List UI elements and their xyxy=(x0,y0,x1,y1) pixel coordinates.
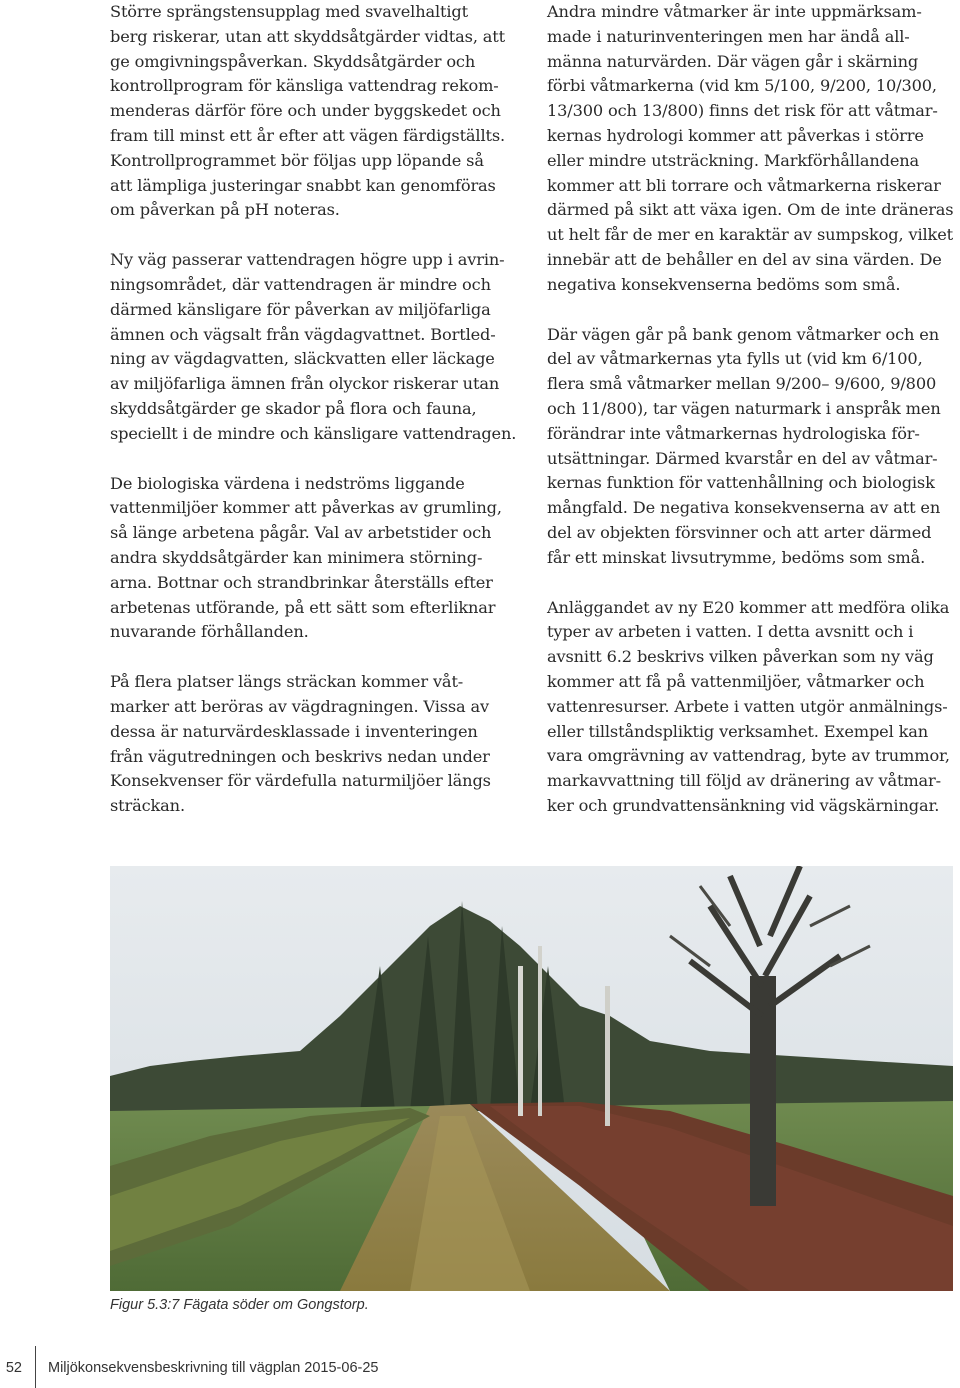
paragraph: De biologiska värdena i nedströms liggande vattenmiljöer kommer att påverkas av grumling, så länge arbetena pågår. Val av arbetstider och andra skyddsåtgärder kan minimera störning- arna. Bottnar och strandbrinkar återställs efter arbetenas utförande, på ett sätt som efterliknar nuvarande förhållanden. xyxy=(110,473,502,642)
paragraph: På flera platser längs sträckan kommer våt- marker att beröras av vägdragningen. Vissa av dessa är naturvärdesklassade i inventeringen från vägutredningen och beskrivs nedan under Konsekvenser för värdefulla naturmiljöer längs sträckan. xyxy=(110,672,491,816)
landscape-photo xyxy=(110,866,953,1291)
paragraph: Ny väg passerar vattendragen högre upp i avrin- ningsområdet, där vattendragen är mindre och därmed känsligare för påverkan av miljöfarliga ämnen och vägsalt från vägdagvattnet. Bortled- ning av vägdagvatten, släckvatten eller läckage av miljöfarliga ämnen från olyckor riskerar utan skyddsåtgärder ge skador på flora och fauna, speciellt i de mindre och känsligare vattendragen. xyxy=(110,250,517,443)
page-number: 52 xyxy=(5,1360,22,1376)
footer-divider xyxy=(35,1346,36,1388)
figure-caption: Figur 5.3:7 Fägata söder om Gongstorp. xyxy=(110,1297,369,1313)
footer-title: Miljökonsekvensbeskrivning till vägplan 2015-06-25 xyxy=(48,1360,379,1376)
right-text-column xyxy=(547,0,959,844)
paragraph: Större sprängstensupplag med svavelhaltigt berg riskerar, utan att skyddsåtgärder vidtas, att ge omgivningspåverkan. Skyddsåtgärder och kontrollprogram för känsliga vattendrag rekom- menderas därför före och under byggskedet och fram till minst ett år efter att vägen färdigställts. Kontrollprogrammet bör följas upp löpande så att lämpliga justeringar snabbt kan genomföras om påverkan på pH noteras. xyxy=(110,2,506,220)
paragraph: Anläggandet av ny E20 kommer att medföra olika typer av arbeten i vatten. I detta avsnitt och i avsnitt 6.2 beskrivs vilken påverkan som ny väg kommer att få på vattenmiljöer, våtmarker och vattenresurser. Arbete i vatten utgör anmälnings- eller tillståndspliktig verksamhet. Exempel kan vara omgrävning av vattendrag, byte av trummor, markavvattning till följd av dränering av våtmar- ker och grundvattensänkning vid vägskärningar. xyxy=(547,597,950,815)
left-text-column xyxy=(110,0,520,844)
paragraph: Andra mindre våtmarker är inte uppmärksam- made i naturinventeringen men har ändå all- männa naturvärden. Där vägen går i skärning förbi våtmarkerna (vid km 5/100, 9/200, 10/300, 13/300 och 13/800) finns det risk för att våtmar- kernas hydrologi kommer att påverkas i större eller mindre utsträckning. Markförhållandena kommer att bli torrare och våtmarkerna riskerar därmed på sikt att växa igen. Om de inte dräneras ut helt får de mer en karaktär av sumpskog, vilket innebär att de behåller en del av sina värden. De negativa konsekvenserna bedöms som små. xyxy=(547,2,954,294)
paragraph: Där vägen går på bank genom våtmarker och en del av våtmarkernas yta fylls ut (vid km 6/100, flera små våtmarker mellan 9/200– 9/600, 9/800 och 11/800), tar vägen naturmark i anspråk men förändrar inte våtmarkernas hydrologiska för- utsättningar. Därmed kvarstår en del av våtmar- kernas funktion för vattenhållning och biologisk mångfald. De negativa konsekvenserna av att en del av objekten försvinner och att arter därmed får ett minskat livsutrymme, bedöms som små. xyxy=(547,324,941,567)
